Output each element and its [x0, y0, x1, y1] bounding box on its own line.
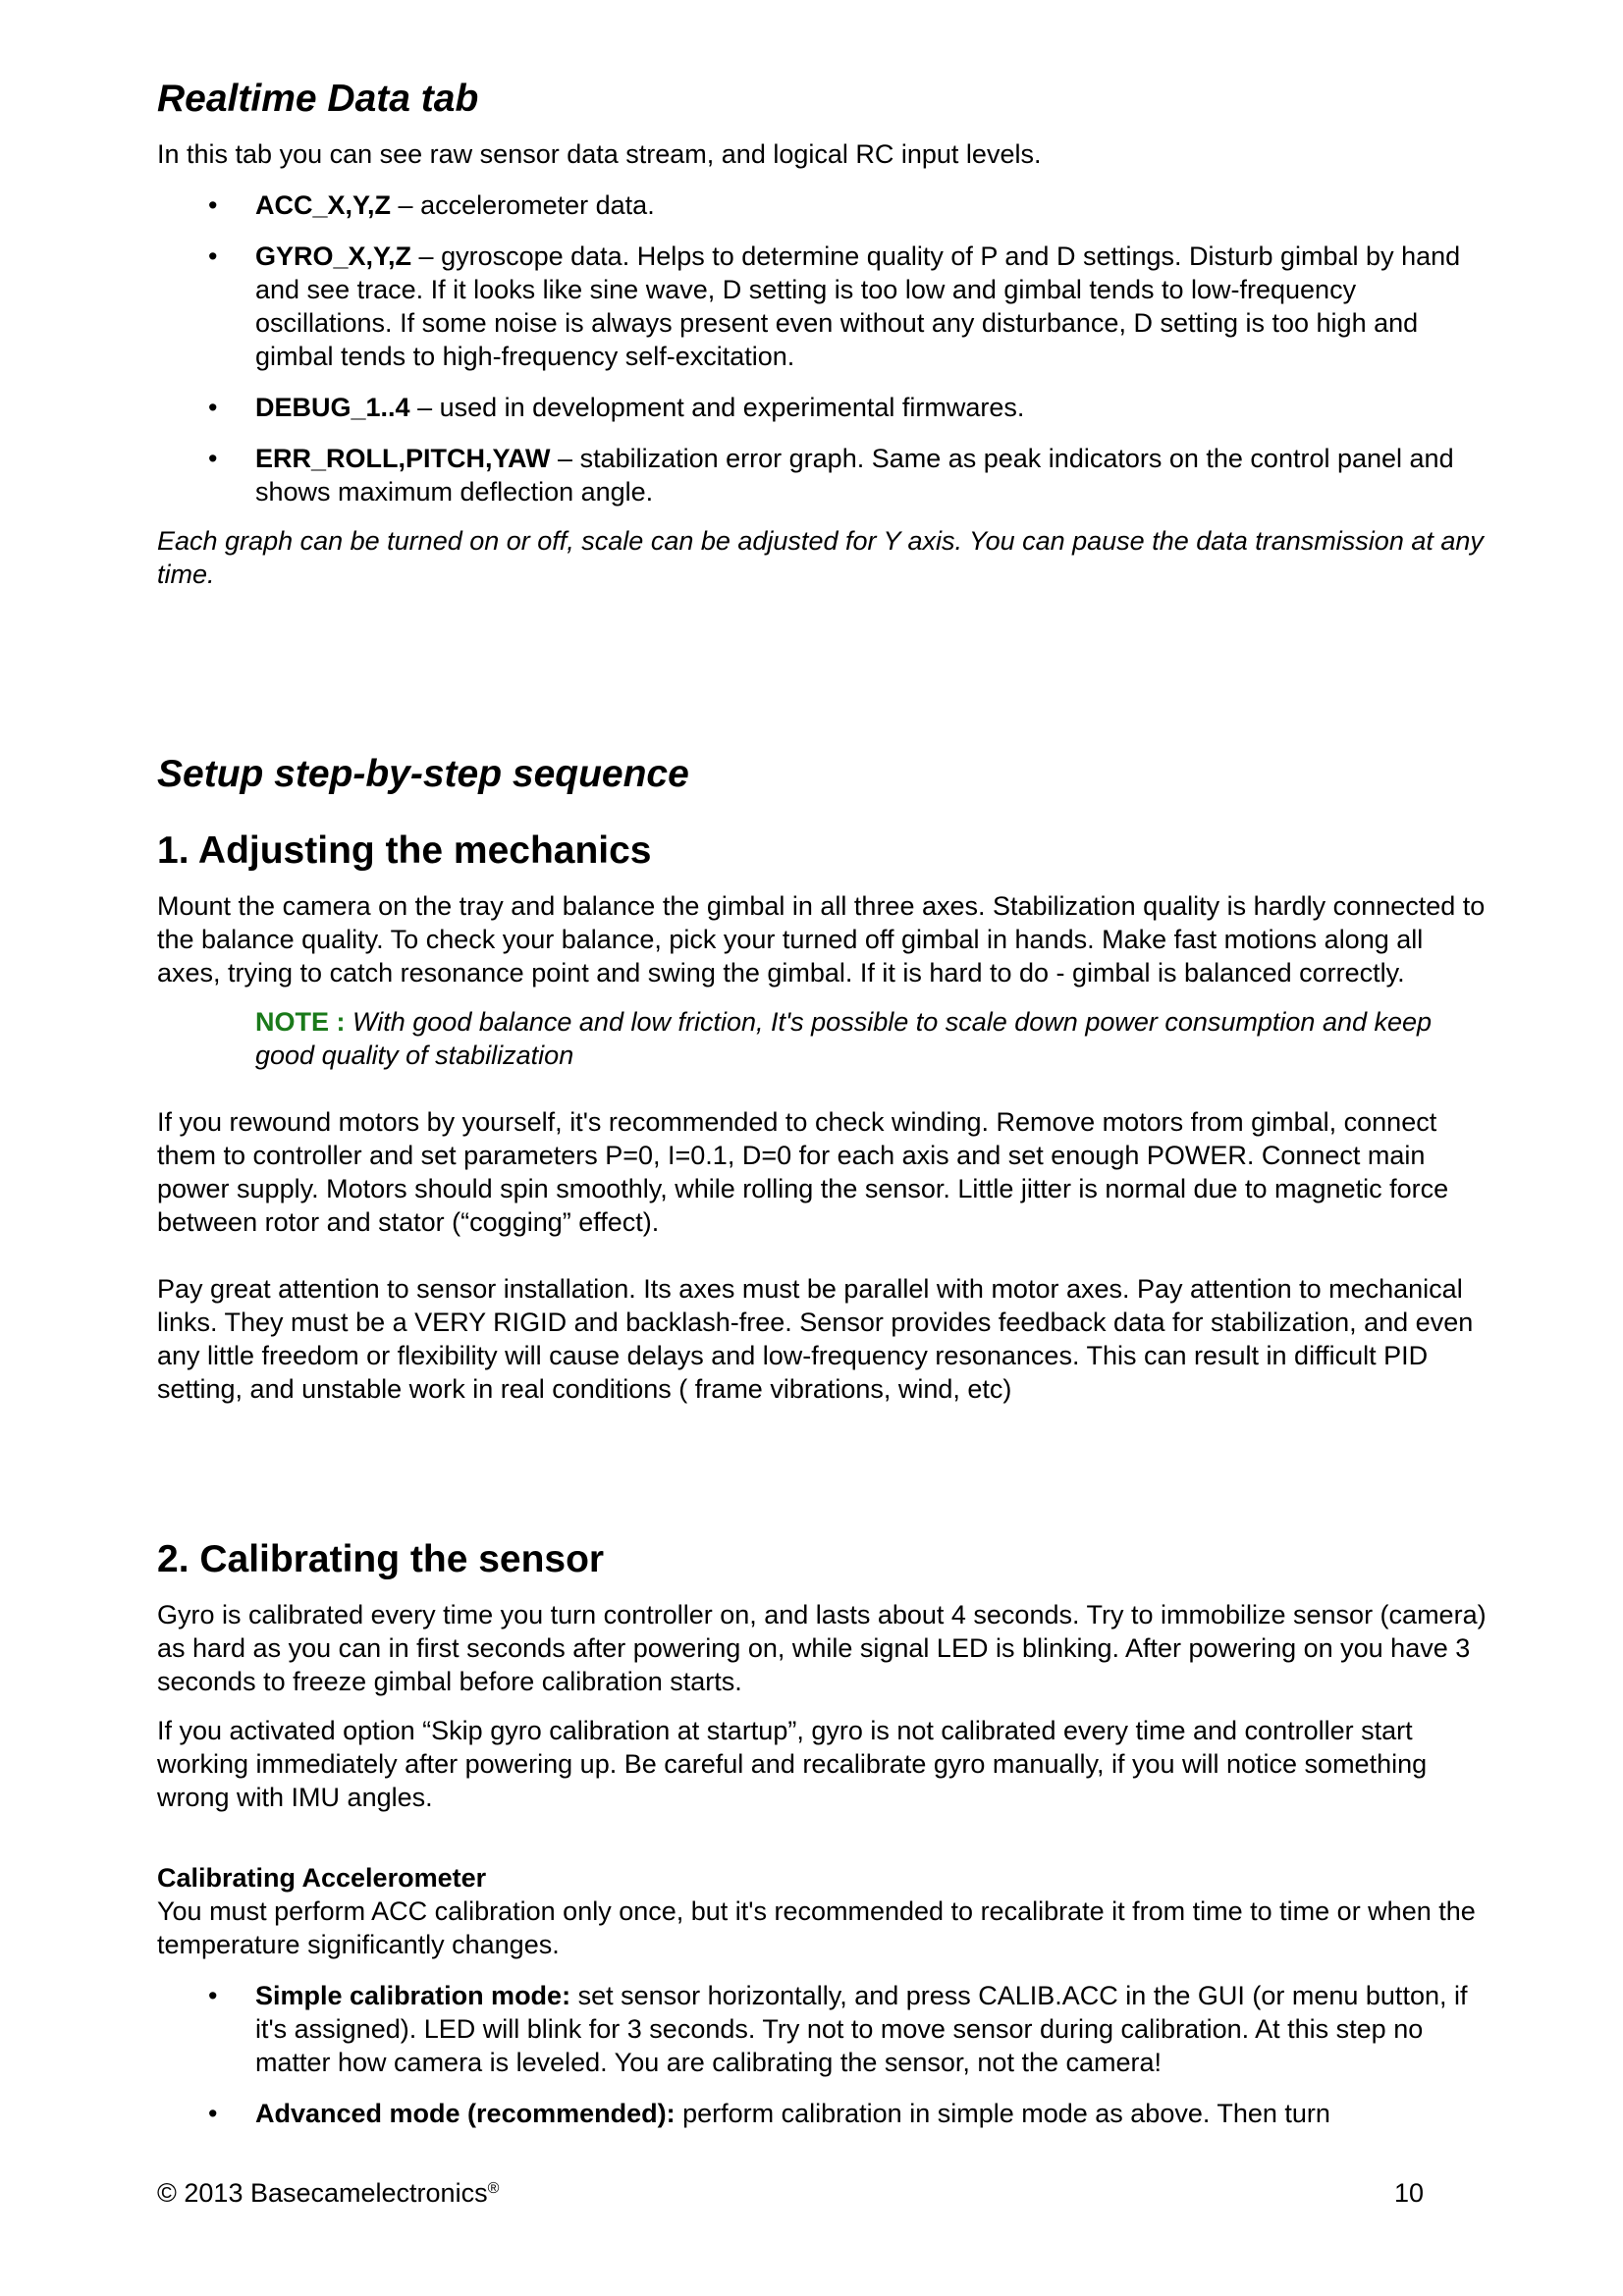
copyright: © 2013 Basecamelectronics	[157, 2178, 488, 2208]
note-label: NOTE :	[255, 1007, 352, 1037]
setup-section	[157, 752, 1492, 797]
bullet-icon: •	[208, 393, 218, 422]
section-title: 1. Adjusting the mechanics	[157, 829, 652, 872]
term: Advanced mode (recommended):	[255, 2099, 676, 2128]
list-item	[157, 391, 1492, 424]
note-text: With good balance and low friction, It's possible to scale down power consumption and keep good quality of stabilization	[255, 1007, 1433, 1070]
paragraph: Pay great attention to sensor installation. Its axes must be parallel with motor axes. Pay attention to mechanical links. They must be a VERY RIGID and backlash-free. Sensor provides feedback data for stabilization, and even any little freedom or flexibility will cause delays and low-frequency resonances. This can result in difficult PID setting, and unstable work in real conditions ( frame vibrations, wind, etc)	[157, 1274, 1474, 1404]
bullet-list	[157, 1979, 1492, 2130]
bullet-icon: •	[208, 444, 218, 473]
section-title: Realtime Data tab	[157, 78, 479, 120]
term: Simple calibration mode:	[255, 1981, 571, 2010]
paragraph: You must perform ACC calibration only once, but it's recommended to recalibrate it from time to time or when the temperature significantly changes.	[157, 1896, 1476, 1959]
term: ACC_X,Y,Z	[255, 190, 392, 220]
term: DEBUG_1..4	[255, 393, 410, 422]
calibration-section	[157, 1537, 1492, 2130]
bullet-icon: •	[208, 2099, 218, 2128]
list-item	[157, 188, 1492, 222]
realtime-section	[157, 77, 1492, 591]
subsection-title: Calibrating Accelerometer	[157, 1863, 487, 1893]
section-title: 2. Calibrating the sensor	[157, 1538, 605, 1580]
list-item	[157, 240, 1492, 373]
description: – stabilization error graph. Same as peak indicators on the control panel and shows maximum deflection angle.	[255, 444, 1454, 507]
registered-mark: ®	[487, 2180, 500, 2197]
section-title: Setup step-by-step sequence	[157, 753, 689, 795]
note-block	[157, 1005, 1492, 1072]
paragraph: Mount the camera on the tray and balance the gimbal in all three axes. Stabilization quality is hardly connected to the balance quality. To check your balance, pick your turned off gimbal in hands. Make fast motions along all axes, trying to catch resonance point and swing the gimbal. If it is hard to do - gimbal is balanced correctly.	[157, 891, 1486, 988]
paragraph-note: Each graph can be turned on or off, scale can be adjusted for Y axis. You can pause the data transmission at any time.	[157, 526, 1484, 589]
paragraph: If you rewound motors by yourself, it's recommended to check winding. Remove motors from gimbal, connect them to controller and set parameters P=0, I=0.1, D=0 for each axis and set enough POWER. Connect main power supply. Motors should spin smoothly, while rolling the sensor. Little jitter is normal due to magnetic force between rotor and stator (“cogging” effect).	[157, 1107, 1449, 1237]
mechanics-section	[157, 828, 1492, 1406]
list-item	[157, 2097, 1492, 2130]
page-footer	[157, 2176, 1424, 2210]
bullet-icon: •	[208, 1981, 218, 2010]
bullet-icon: •	[208, 241, 218, 271]
term: ERR_ROLL,PITCH,YAW	[255, 444, 551, 473]
description: set sensor horizontally, and press CALIB.ACC in the GUI (or menu button, if it's assigned). LED will blink for 3 seconds. Try not to move sensor during calibration. At this step no matter how camera is leveled. You are calibrating the sensor, not the camera!	[255, 1981, 1468, 2077]
description: – accelerometer data.	[391, 190, 655, 220]
description: – gyroscope data. Helps to determine quality of P and D settings. Disturb gimbal by hand and see trace. If it looks like sine wave, D setting is too low and gimbal tends to low-frequency oscillations. If some noise is always present even without any disturbance, D setting is too high and gimbal tends to high-frequency self-excitation.	[255, 241, 1461, 371]
paragraph: If you activated option “Skip gyro calibration at startup”, gyro is not calibrated every time and controller start working immediately after powering up. Be careful and recalibrate gyro manually, if you will notice something wrong with IMU angles.	[157, 1716, 1428, 1812]
paragraph: Gyro is calibrated every time you turn controller on, and lasts about 4 seconds. Try to immobilize sensor (camera) as hard as you can in first seconds after powering on, while signal LED is blinking. After powering on you have 3 seconds to freeze gimbal before calibration starts.	[157, 1600, 1487, 1696]
description: – used in development and experimental firmwares.	[409, 393, 1025, 422]
paragraph: In this tab you can see raw sensor data stream, and logical RC input levels.	[157, 139, 1042, 169]
list-item	[157, 1979, 1492, 2079]
term: GYRO_X,Y,Z	[255, 241, 412, 271]
bullet-icon: •	[208, 190, 218, 220]
page-number: 10	[1393, 2178, 1424, 2208]
description: perform calibration in simple mode as above. Then turn	[675, 2099, 1330, 2128]
bullet-list	[157, 188, 1492, 508]
list-item	[157, 442, 1492, 508]
